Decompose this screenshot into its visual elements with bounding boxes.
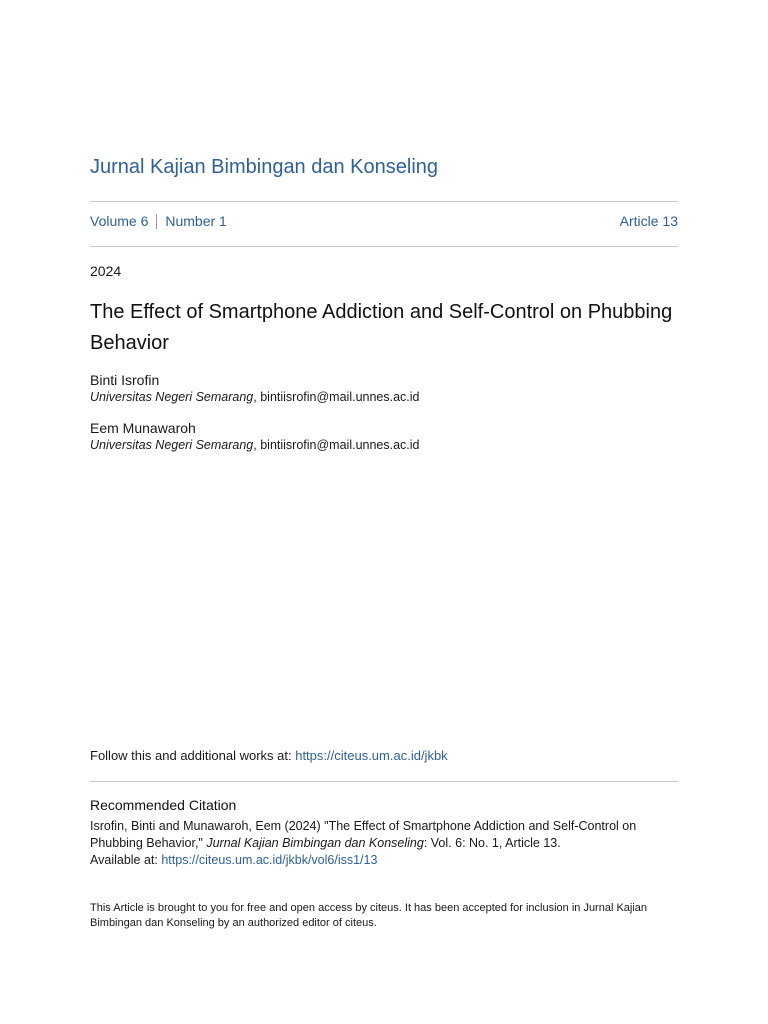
author-institution: Universitas Negeri Semarang: [90, 438, 254, 452]
follow-url-link[interactable]: https://citeus.um.ac.id/jkbk: [295, 748, 448, 763]
author-affiliation: [90, 437, 420, 454]
publication-year: 2024: [90, 263, 122, 279]
journal-title-link[interactable]: Jurnal Kajian Bimbingan dan Konseling: [90, 156, 439, 178]
divider-bottom: [90, 246, 678, 247]
author-name: Eem Munawaroh: [90, 420, 196, 436]
citation-text: : Vol. 6: No. 1, Article 13.: [423, 836, 561, 850]
author-affiliation: [90, 389, 420, 406]
article-link[interactable]: Article 13: [619, 213, 678, 229]
volume-link[interactable]: Volume 6: [90, 213, 149, 229]
access-notice: [90, 901, 678, 931]
author-block: [90, 420, 420, 454]
recommended-citation-heading: Recommended Citation: [90, 797, 237, 813]
notice-line: Bimbingan dan Konseling by an authorized editor of citeus.: [90, 917, 377, 929]
available-url-link[interactable]: https://citeus.um.ac.id/jkbk/vol6/iss1/13: [161, 853, 378, 867]
citation-line: Isrofin, Binti and Munawaroh, Eem (2024) "The Effect of Smartphone Addiction and Self-Control on: [90, 819, 637, 833]
citation-text: Phubbing Behavior,": [90, 836, 207, 850]
recommended-citation: [90, 818, 678, 869]
article-title: The Effect of Smartphone Addiction and Self-Control on Phubbing Behavior: [90, 301, 673, 354]
follow-label: Follow this and additional works at:: [90, 748, 296, 763]
author-block: [90, 372, 420, 406]
author-email: , bintiisrofin@mail.unnes.ac.id: [253, 438, 420, 452]
issue-separator: [156, 214, 157, 229]
author-institution: Universitas Negeri Semarang: [90, 390, 254, 404]
citation-line: [90, 835, 678, 852]
citation-line: [90, 852, 678, 869]
author-name: Binti Isrofin: [90, 372, 160, 388]
follow-line: [90, 748, 448, 763]
author-email: , bintiisrofin@mail.unnes.ac.id: [253, 390, 420, 404]
cover-page: [90, 0, 678, 1024]
divider-citation: [90, 781, 678, 782]
number-link[interactable]: Number 1: [165, 213, 227, 229]
available-label: Available at:: [90, 853, 162, 867]
notice-line: This Article is brought to you for free and open access by citeus. It has been accepted for inclusion in Jurnal Kajian: [90, 902, 648, 914]
issue-bar: [90, 213, 678, 229]
citation-journal: Jurnal Kajian Bimbingan dan Konseling: [206, 836, 424, 850]
divider-top: [90, 201, 678, 202]
